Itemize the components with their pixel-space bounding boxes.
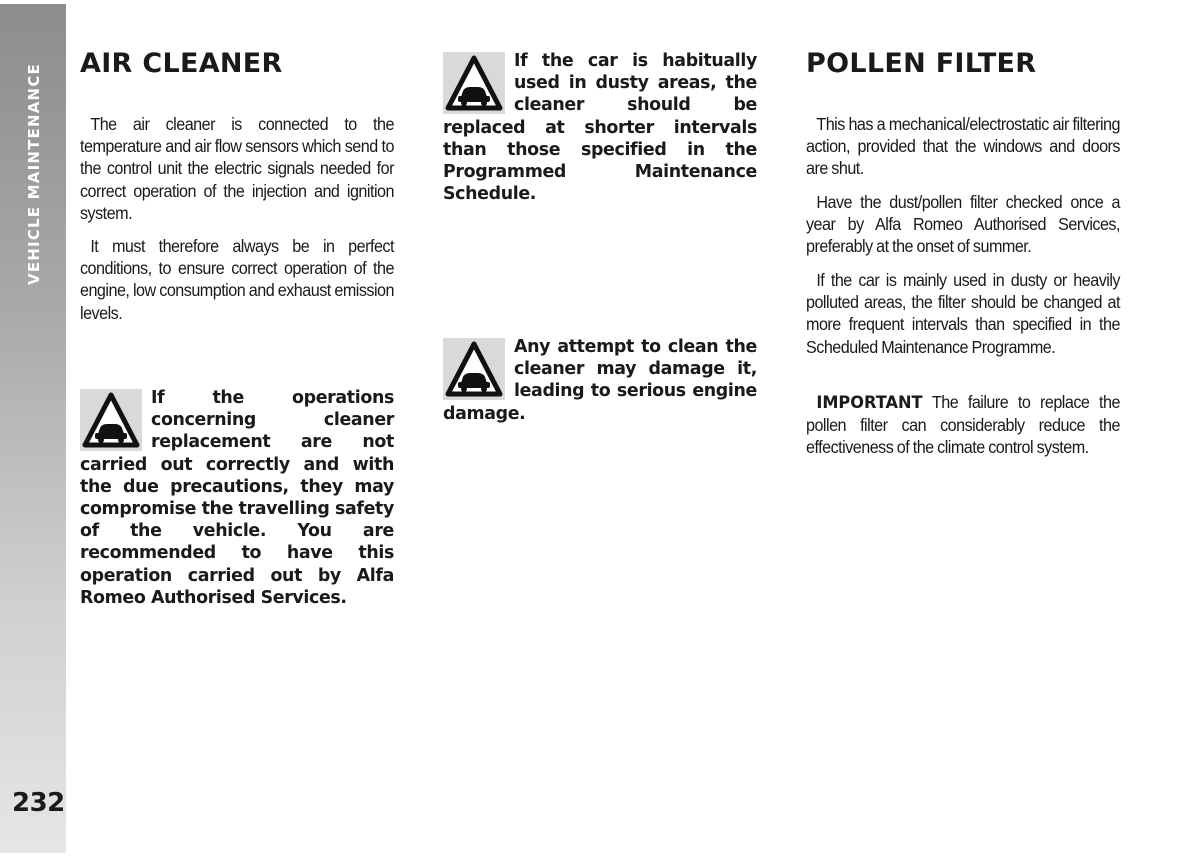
pollen-filter-paragraph-3: If the car is mainly used in dusty or heavily polluted areas, the filter should be changed at more frequent intervals than specified in the Scheduled Maintenance Programme. — [806, 270, 1120, 357]
car-warning-triangle-icon — [443, 52, 505, 114]
air-cleaner-title: AIR CLEANER — [80, 48, 283, 79]
dusty-areas-warning — [443, 50, 757, 205]
air-cleaner-paragraph-1: The air cleaner is connected to the temperature and air flow sensors which send to the control unit the electric signals needed for correct operation of the injection and ignition system. — [80, 114, 394, 223]
dusty-areas-warning-text: If the car is habitually used in dusty areas, the cleaner should be replaced at shorter intervals than those specified in the Programmed Maintenance Schedule. — [443, 51, 757, 205]
car-warning-triangle-icon — [80, 389, 142, 451]
section-label: VEHICLE MAINTENANCE — [25, 63, 43, 285]
pollen-filter-paragraph-1: This has a mechanical/electrostatic air filtering action, provided that the windows and doors are shut. — [806, 114, 1120, 179]
important-label: IMPORTANT — [816, 393, 923, 413]
cleaning-damage-warning-text: Any attempt to clean the cleaner may damage it, leading to serious engine damage. — [443, 337, 757, 424]
sidebar — [0, 4, 66, 853]
air-cleaner-warning-text: If the operations concerning cleaner replacement are not carried out correctly and with the due precautions, they may compromise the travelling safety of the vehicle. You are recommended to have this operation carried out by Alfa Romeo Authorised Services. — [80, 388, 394, 608]
page-number: 232 — [12, 788, 65, 818]
important-note — [806, 391, 1120, 459]
pollen-filter-paragraph-2: Have the dust/pollen filter checked once a year by Alfa Romeo Authorised Services, preferably at the onset of summer. — [806, 192, 1120, 257]
important-text: The failure to replace the pollen filter can considerably reduce the effectiveness of the climate control system. — [806, 392, 1120, 458]
air-cleaner-warning — [80, 387, 394, 609]
section-tab — [4, 52, 64, 297]
air-cleaner-paragraph-2: It must therefore always be in perfect conditions, to ensure correct operation of the engine, low consumption and exhaust emission levels. — [80, 236, 394, 323]
car-warning-triangle-icon — [443, 338, 505, 400]
pollen-filter-title: POLLEN FILTER — [806, 48, 1037, 79]
cleaning-damage-warning — [443, 336, 757, 425]
